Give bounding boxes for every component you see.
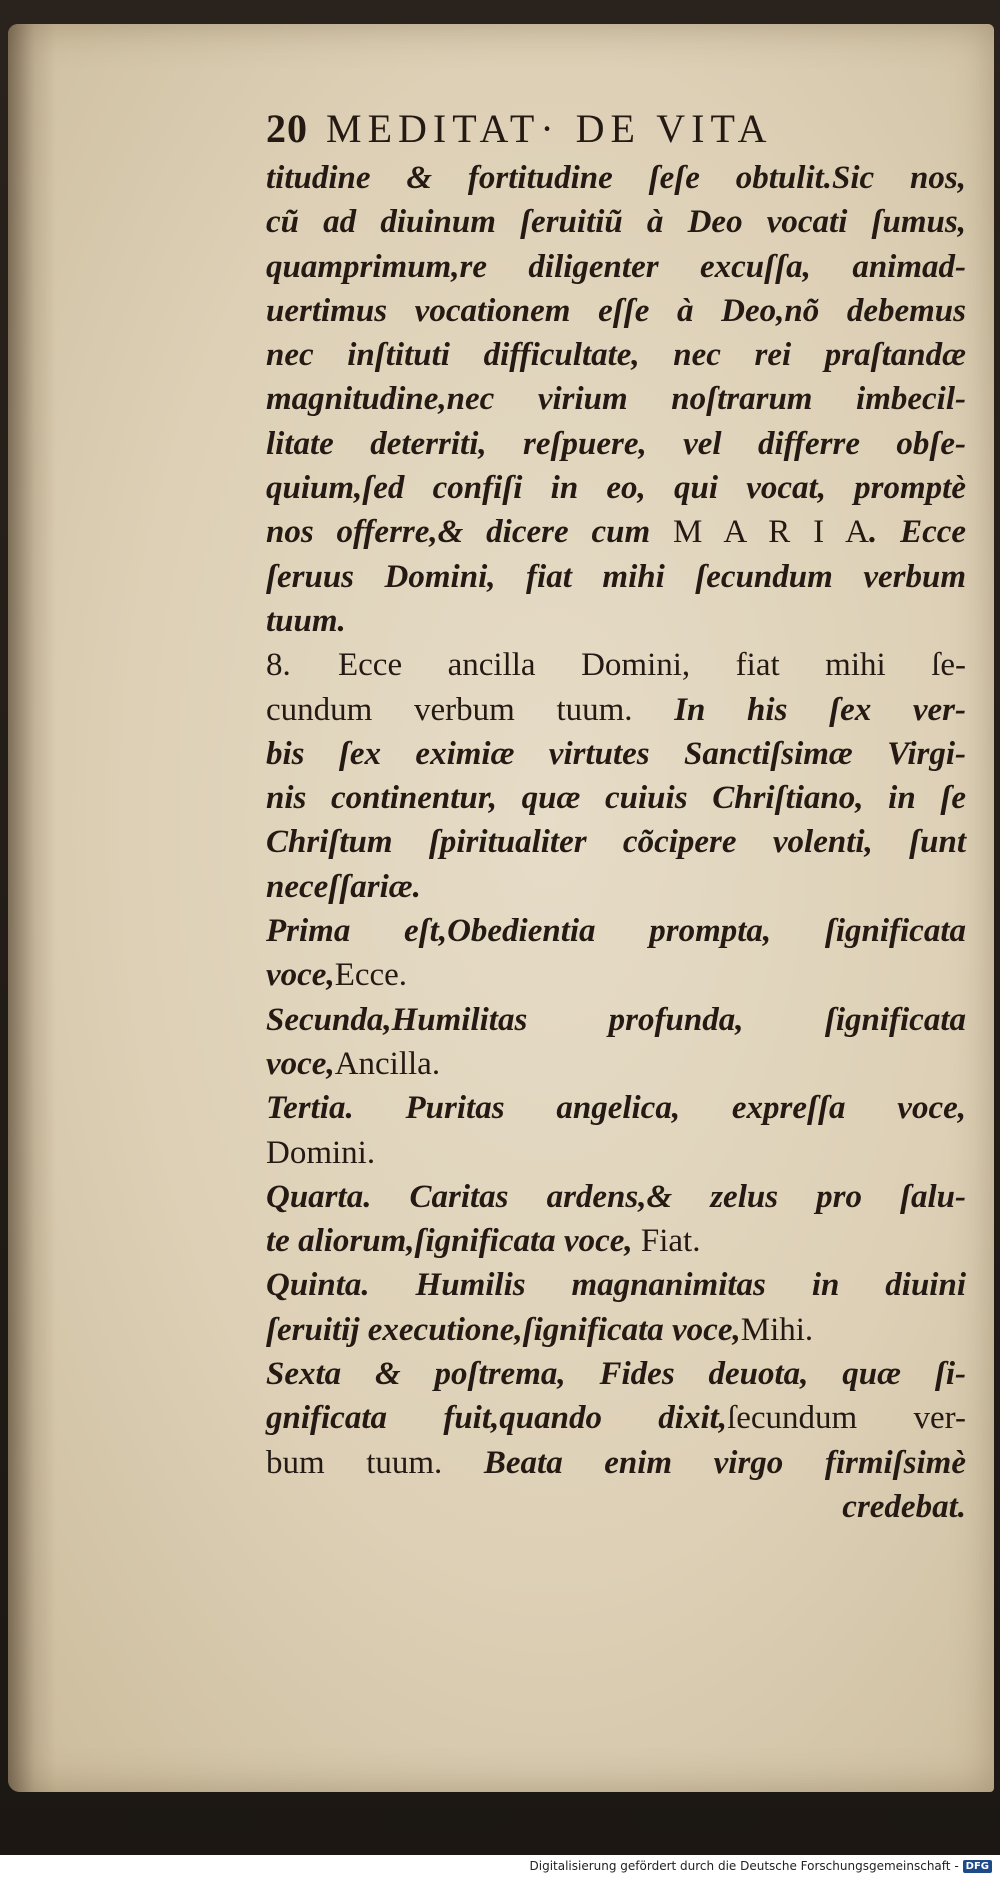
text-line: ſeruitij executione,ſignificata voce,Mihi. <box>266 1311 814 1348</box>
text-line: titudine & fortitudine ſeſe obtulit.Sic nos, <box>266 160 966 196</box>
page-text-block <box>266 104 966 1529</box>
text-line: bum tuum. Beata enim virgo firmiſsimè <box>266 1444 966 1481</box>
virtue-sexta: Sexta & poſtrema, Fides deuota, quæ ſi- <box>266 1356 966 1393</box>
text-line: voce,Ecce. <box>266 957 408 994</box>
catchword: credebat. <box>842 1488 966 1525</box>
text-line: gnificata fuit,quando dixit,ſecundum ver- <box>266 1400 966 1437</box>
section-number: 8. <box>266 647 291 684</box>
text-line: uertimus vocationem eſſe à Deo,nõ debemus <box>266 292 966 329</box>
text-line: tuum. <box>266 602 346 639</box>
virtue-tertia: Tertia. Puritas angelica, expreſſa voce, <box>266 1090 966 1127</box>
text-line: bis ſex eximiæ virtutes Sanctiſsimæ Virgi- <box>266 735 966 772</box>
virtue-prima: Prima eſt,Obedientia prompta, ſignificata <box>266 913 966 950</box>
running-title: MEDITAT· DE VITA <box>326 106 773 151</box>
text-line: ſeruus Domini, fiat mihi ſecundum verbum <box>266 558 966 595</box>
text-line: Domini. <box>266 1134 376 1171</box>
text-line: quamprimum,re diligenter excuſſa, animad- <box>266 248 966 285</box>
text-line: litate deterriti, reſpuere, vel differre obſe- <box>266 425 966 462</box>
text-line: voce,Ancilla. <box>266 1045 441 1082</box>
footer-credit <box>530 1855 993 1877</box>
section-8-first-line: 8. Ecce ancilla Domini, fiat mihi ſe- <box>266 643 966 687</box>
text-line: cundum verbum tuum. In his ſex ver- <box>266 691 967 728</box>
text-line: magnitudine,nec virium noſtrarum imbecil- <box>266 381 966 418</box>
page-number: 20 <box>266 106 308 151</box>
text-line: nos offerre,& dicere cum M A R I A. Ecce <box>266 514 967 551</box>
footer-credit-text: Digitalisierung gefördert durch die Deutsche Forschungsgemeinschaft - <box>529 1859 959 1873</box>
text-line: neceſſariæ. <box>266 868 421 905</box>
dfg-logo-icon: DFG <box>963 1860 992 1873</box>
virtue-secunda: Secunda,Humilitas profunda, ſignificata <box>266 1001 966 1038</box>
text-line: nis continentur, quæ cuiuis Chriſtiano, in ſe <box>266 780 966 817</box>
text-line: quium,ſed confiſi in eo, qui vocat, promptè <box>266 470 966 507</box>
footer-bar <box>0 1855 1000 1877</box>
text-line: nec inſtituti difficultate, nec rei praſtandæ <box>266 337 966 374</box>
virtue-quinta: Quinta. Humilis magnanimitas in diuini <box>266 1267 966 1304</box>
virtue-quarta: Quarta. Caritas ardens,& zelus pro ſalu- <box>266 1178 966 1215</box>
text-line: Chriſtum ſpiritualiter cõcipere volenti, ſunt <box>266 824 966 861</box>
text-line: cũ ad diuinum ſeruitiũ à Deo vocati ſumus, <box>266 204 966 241</box>
text-line: te aliorum,ſignificata voce, Fiat. <box>266 1223 701 1260</box>
running-header <box>266 104 966 156</box>
page-gutter-shadow <box>8 24 56 1792</box>
